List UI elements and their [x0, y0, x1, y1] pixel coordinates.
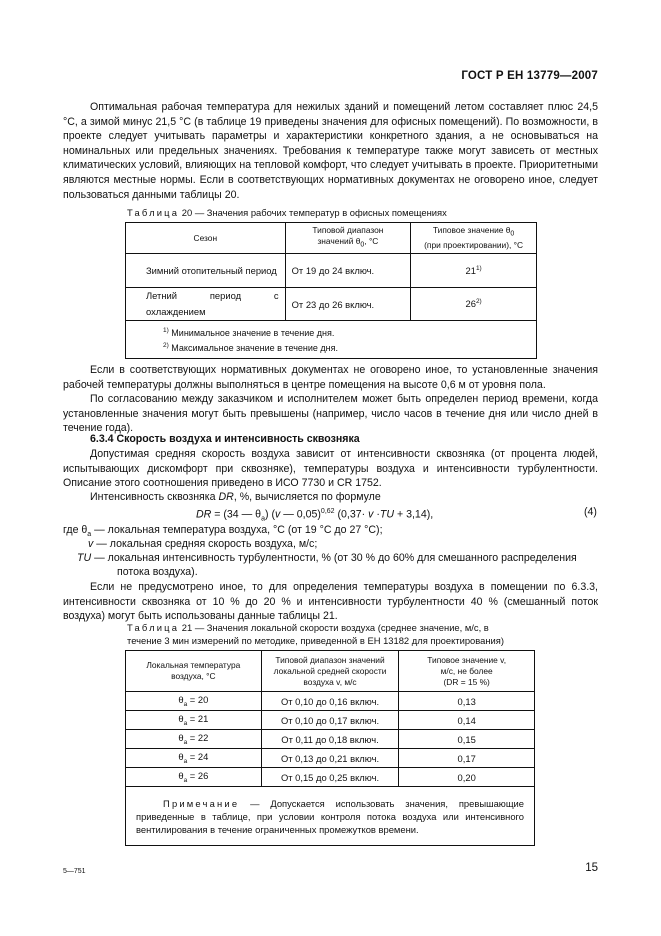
footnote-marker: 1): [475, 264, 482, 272]
table-row: [126, 730, 535, 749]
symbol-v: v: [274, 508, 281, 521]
header-line: воздуха v, м/с: [303, 676, 357, 687]
table-row: [126, 768, 535, 787]
value-cell: [411, 288, 537, 321]
header-line: (DR = 15 %): [443, 676, 490, 687]
print-mark: 5—751: [63, 868, 86, 875]
formula-part: + 3,14),: [394, 508, 434, 521]
value-cell: 0,14: [399, 711, 535, 730]
temperature-value: = 26: [187, 770, 209, 782]
value-text: 21: [465, 265, 476, 277]
standard-code: ГОСТ Р ЕН 13779—2007: [461, 70, 598, 82]
table-row: [126, 711, 535, 730]
table-21-caption-line2: течение 3 мин измерений по методике, приведенной в ЕН 13182 для проектирования): [127, 634, 504, 646]
footnote-2-marker: 2): [163, 341, 169, 349]
season-cell: Зимний отопительный период: [126, 254, 286, 288]
temperature-cell: [126, 692, 262, 711]
definition-text: — локальная интенсивность турбулентности, % (от 30 % до 60% для смешанного распределения: [91, 552, 577, 564]
subscript: a: [261, 515, 265, 523]
formula-part: = (34 — θ: [211, 508, 262, 521]
range-cell: От 19 до 24 включ.: [285, 254, 411, 288]
footnotes-cell: [126, 321, 537, 359]
temperature-value: = 24: [187, 751, 209, 763]
subscript: a: [183, 738, 188, 746]
paragraph-table-21-reference: Если не предусмотрено иное, то для определения температуры воздуха в помещении по 6.3.3, интенсивности сквозняка от 10 % до 20 % и интенсивности турбулентности 40 % (смешанный поток воздуха) могут быть использованы данные таблицы 21.: [63, 581, 598, 623]
range-cell: От 0,13 до 0,21 включ.: [261, 749, 399, 768]
table-20-caption-word: Таблица: [127, 207, 180, 218]
table-row: [126, 749, 535, 768]
symbol-v: v: [368, 508, 374, 521]
value-cell: 0,15: [399, 730, 535, 749]
symbol-v: v: [88, 538, 94, 550]
definition-tu: [77, 551, 598, 566]
subscript: a: [87, 531, 92, 539]
theta-subscript: 0: [360, 241, 365, 249]
temperature-cell: [126, 711, 262, 730]
table-row: [126, 254, 537, 288]
table-21-col-range: [261, 651, 399, 692]
exponent: 0,62: [320, 508, 335, 515]
definition-lead: где θ: [63, 524, 88, 536]
value-cell: 0,13: [399, 692, 535, 711]
value-cell: [411, 254, 537, 288]
subscript: a: [183, 757, 188, 765]
symbol-dr: DR: [218, 491, 234, 503]
definition-tu-cont: потока воздуха).: [117, 566, 198, 578]
table-20-col-range: [285, 223, 411, 254]
subscript: a: [183, 719, 188, 727]
text-segment: , %, вычисляется по формуле: [233, 491, 381, 503]
temperature-cell: [126, 730, 262, 749]
footnote-1: Минимальное значение в течение дня.: [171, 328, 335, 338]
header-line: Типовой диапазон значений: [275, 654, 385, 665]
paragraph-draught-rate: [63, 490, 598, 505]
range-cell: От 0,10 до 0,17 включ.: [261, 711, 399, 730]
paragraph-air-speed: Допустимая средняя скорость воздуха зависит от интенсивности сквозняка (от процента людей, испытывающих дискомфорт при сквозняке), температуры воздуха и интенсивности турбулентности. Описание этого соотношения приведено в ИСО 7730 и CR 1752.: [63, 448, 598, 490]
section-heading: 6.3.4 Скорость воздуха и интенсивность сквозняка: [90, 433, 360, 445]
table-20-col-range-unit: , °C: [364, 236, 379, 247]
table-21-caption-word: Таблица: [127, 622, 180, 633]
note-text: — Допускается использовать значения, превышающие приведенные в таблице, при условии контроля потока воздуха или интенсивного вентилирования в течение ограниченных промежутков времени.: [136, 798, 524, 835]
formula-part: ·: [373, 508, 380, 521]
page-number: 15: [585, 862, 598, 874]
table-21: [125, 650, 535, 846]
temperature-cell: [126, 768, 262, 787]
table-21-caption-line1: 21 — Значения локальной скорости воздуха (среднее значение, м/с, в: [181, 622, 489, 633]
table-20-col-value: [411, 223, 537, 254]
table-20-caption: [127, 207, 447, 220]
table-20-caption-text: 20 — Значения рабочих температур в офисных помещениях: [181, 207, 447, 218]
theta-symbol: θ: [178, 694, 184, 706]
subscript: a: [183, 700, 188, 708]
formula-part: — 0,05): [280, 508, 321, 521]
temperature-cell: [126, 749, 262, 768]
footnote-1-marker: 1): [163, 327, 169, 334]
theta-symbol: θ: [178, 732, 184, 744]
table-20-header-row: [126, 223, 537, 254]
subscript: a: [183, 776, 188, 784]
symbol-tu: TU: [77, 552, 92, 564]
range-cell: От 0,11 до 0,18 включ.: [261, 730, 399, 749]
table-21-col-value: [399, 651, 535, 692]
symbol-dr: DR: [196, 508, 212, 521]
table-20-col-value-line1: Типовое значение θ: [432, 225, 511, 236]
theta-symbol: θ: [178, 770, 184, 782]
table-21-note-row: [126, 787, 535, 846]
header-line: Типовое значение v,: [427, 654, 507, 665]
note-word: Примечание: [163, 798, 240, 809]
theta-symbol: θ: [178, 751, 184, 763]
value-text: 26: [465, 298, 476, 310]
table-20-col-value-line2: (при проектировании), °C: [424, 239, 524, 250]
footnote-marker: 2): [475, 298, 482, 306]
table-21-note: [126, 787, 535, 846]
formula-part: (0,37·: [334, 508, 369, 521]
paragraph-optimal-temperature: Оптимальная рабочая температура для нежилых зданий и помещений летом составляет плюс 24,5 °C, а зимой минус 21,5 °C (в таблице 19 приведены значения для офисных помещений). По возможности, в проекте следует учитывать параметры и характеристики конкретного здания, а не основываться на номинальных или предельных значениях. Требования к температуре также могут зависеть от местных климатических условий, влияющих на тепловой комфорт, что следует учитывать в проекте. Приоритетными являются местные нормы. Если в соответствующих нормативных документах не оговорено иное, следует пользоваться данными таблицы 20.: [63, 101, 598, 201]
definition-v: [88, 537, 317, 552]
table-20-col-range-line2: значений θ: [317, 236, 361, 247]
text-segment: Интенсивность сквозняка: [90, 491, 219, 503]
range-cell: От 0,10 до 0,16 включ.: [261, 692, 399, 711]
definition-text: — локальная температура воздуха, °C (от 19 °C до 27 °C);: [91, 524, 383, 536]
table-21-caption: [127, 622, 537, 647]
season-cell: Летний период с охлаждением: [126, 288, 286, 321]
header-line: Локальная температура: [146, 660, 241, 670]
table-21-col-temperature: [126, 651, 262, 692]
table-row: [126, 288, 537, 321]
theta-symbol: θ: [178, 713, 184, 725]
paragraph-measurement-point: Если в соответствующих нормативных документах не оговорено иное, то установленные значения рабочей температуры должны выполняться в центре помещения на высоте 0,6 м от уровня пола.: [63, 364, 598, 391]
theta-subscript: 0: [510, 230, 515, 238]
table-20-footnotes: [126, 321, 537, 359]
header-line: воздуха, °C: [171, 671, 216, 681]
formula-number: (4): [584, 506, 597, 518]
paragraph-exceedance-period: По согласованию между заказчиком и исполнителем может быть определен период времени, когда установленные значения могут быть превышены (например, число часов в течение дня или число дней в течение года).: [63, 393, 598, 435]
table-20-col-range-line1: Типовой диапазон: [312, 225, 384, 236]
range-cell: От 0,15 до 0,25 включ.: [261, 768, 399, 787]
value-cell: 0,20: [399, 768, 535, 787]
temperature-value: = 22: [187, 732, 209, 744]
table-21-header-row: [126, 651, 535, 692]
header-line: м/с, не более: [440, 665, 493, 676]
range-cell: От 23 до 26 включ.: [285, 288, 411, 321]
formula-part: ) (: [264, 508, 275, 521]
table-20-col-season: Сезон: [126, 223, 286, 254]
header-line: локальной средней скорости: [273, 665, 387, 676]
table-row: [126, 692, 535, 711]
symbol-tu: TU: [379, 508, 395, 521]
temperature-value: = 21: [187, 713, 209, 725]
temperature-value: = 20: [187, 694, 209, 706]
footnote-2: Максимальное значение в течение дня.: [171, 342, 338, 353]
table-20: [125, 222, 537, 359]
definition-text: — локальная средняя скорость воздуха, м/с;: [93, 538, 318, 550]
value-cell: 0,17: [399, 749, 535, 768]
